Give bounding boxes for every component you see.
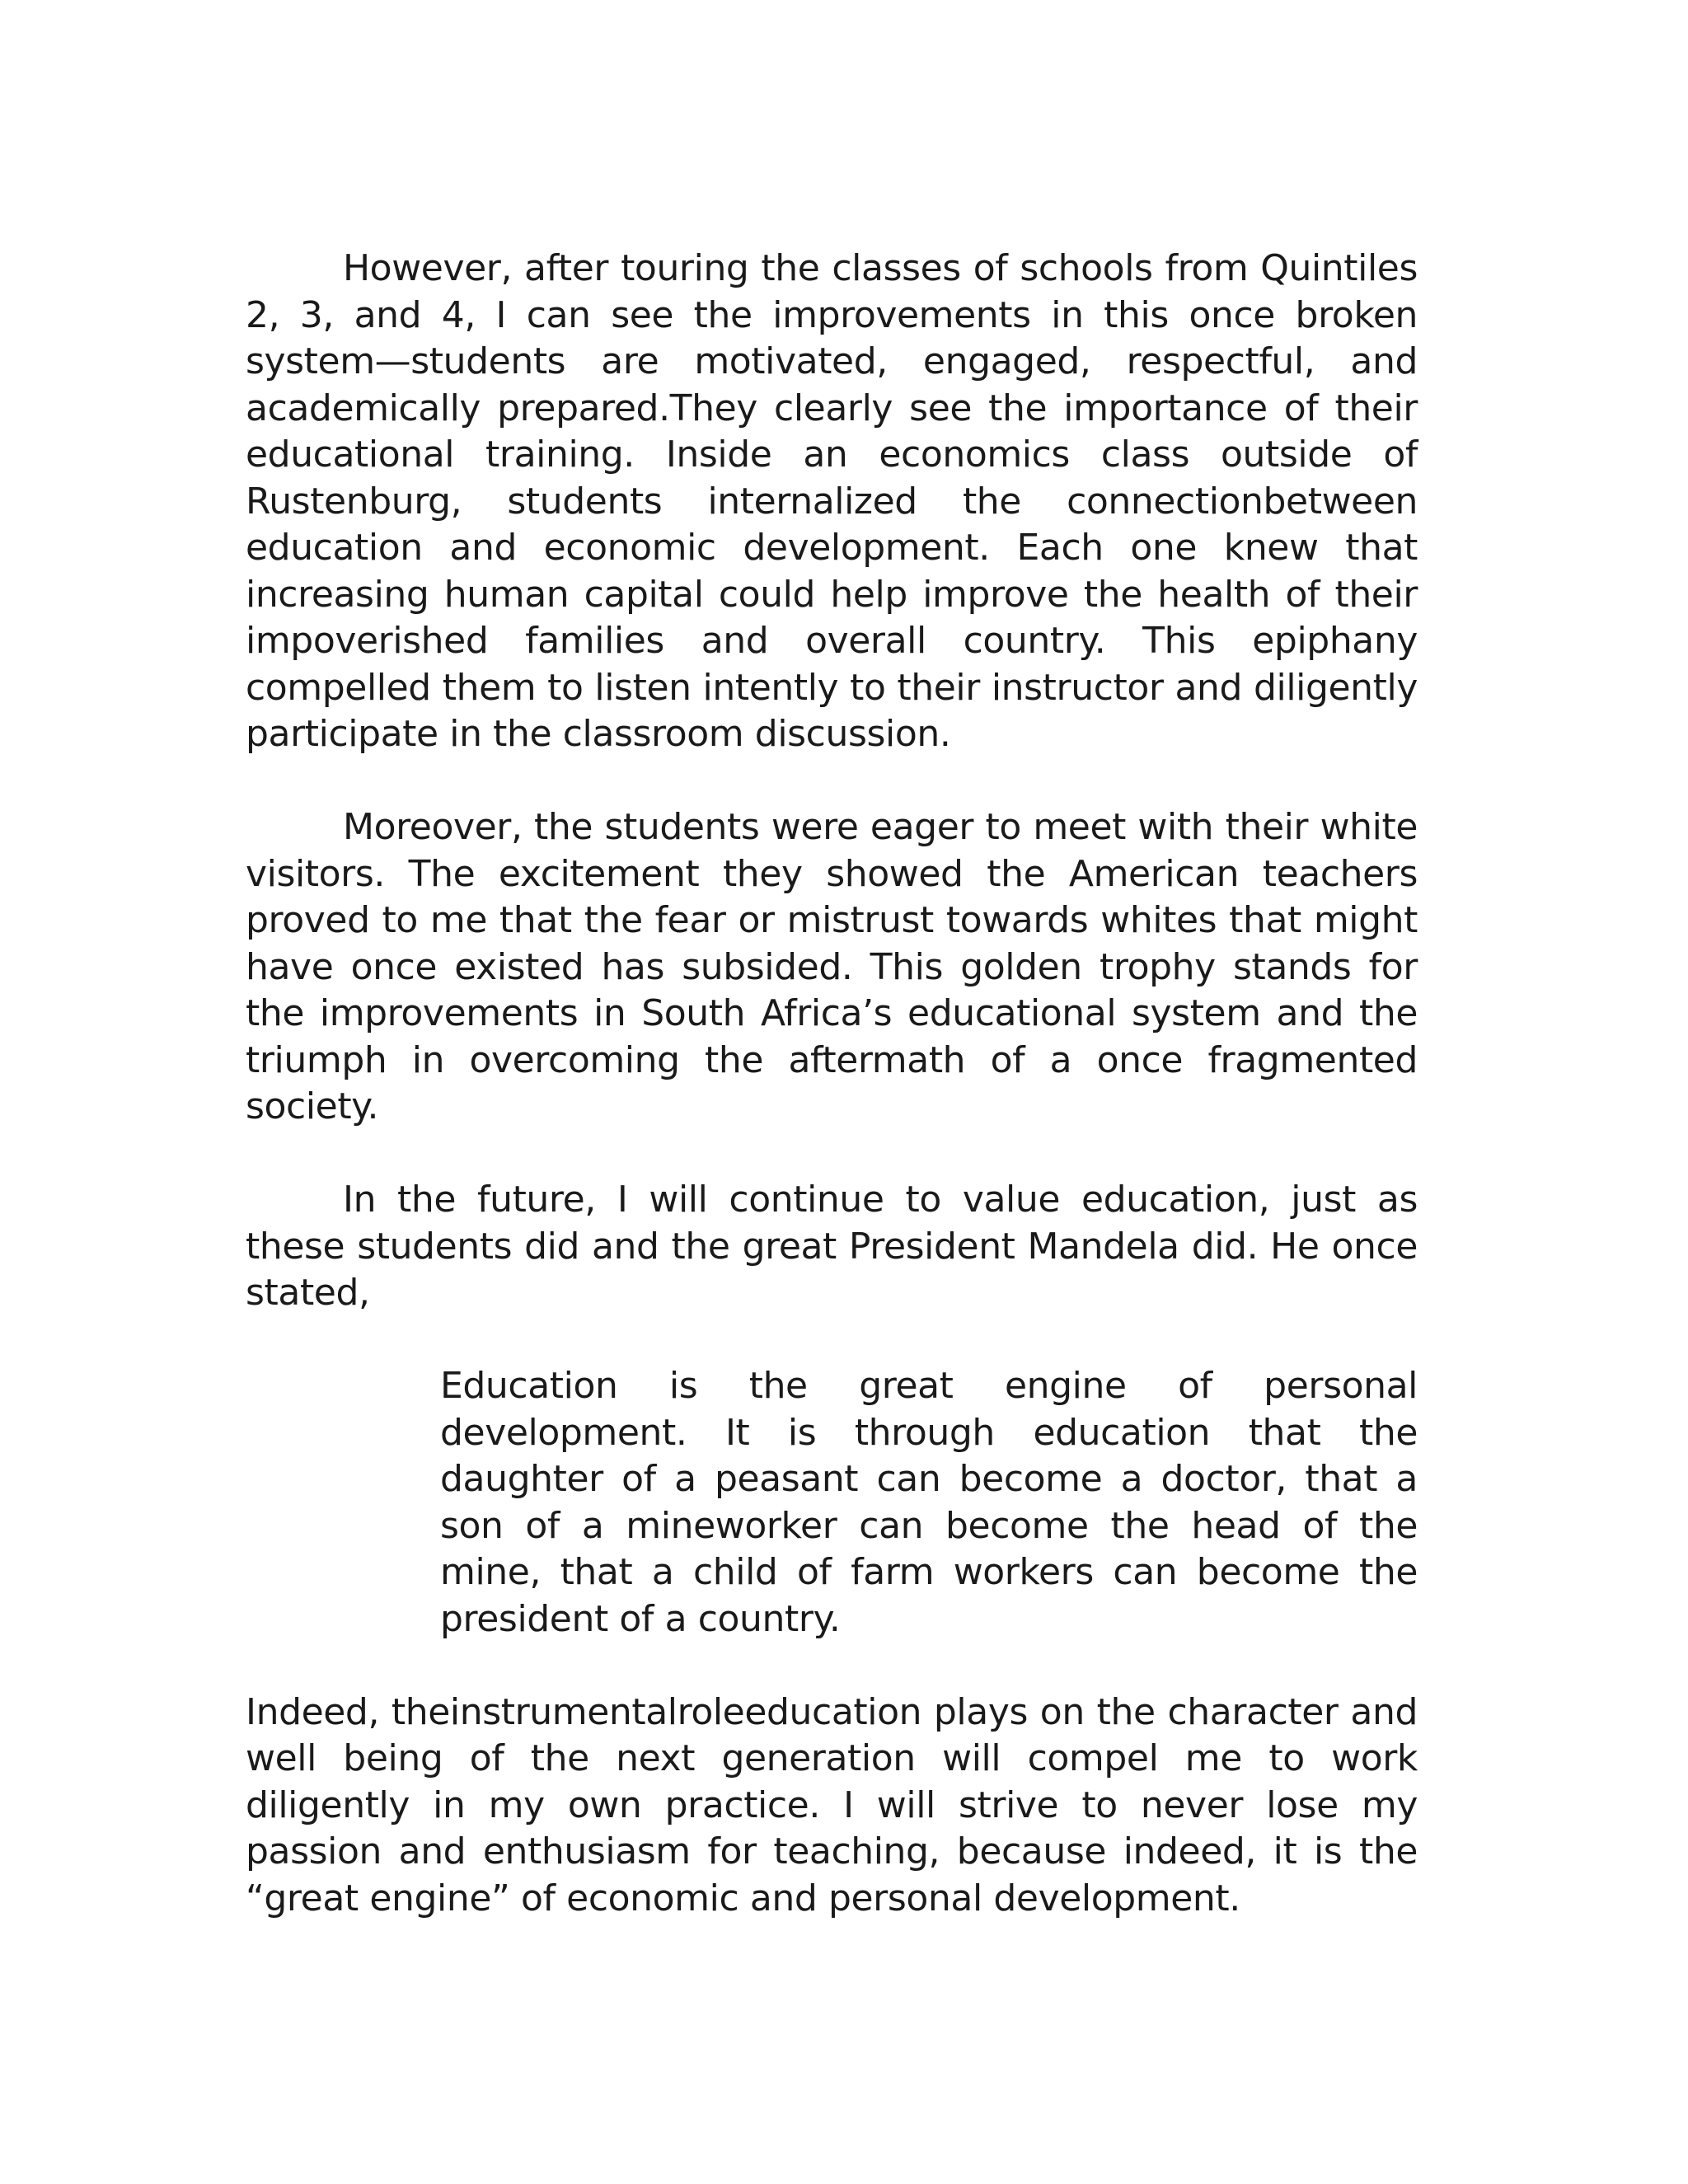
paragraph-conclusion: Indeed, theinstrumentalroleeducation plays on the character and well being of the next generation will compel me to work diligently in my own practice. I will strive to never lose my passion and enthusiasm for teaching, because indeed, it is the “great engine” of economic and personal development.: [246, 1690, 1418, 1919]
paragraph-visitors: Moreover, the students were eager to meet with their white visitors. The excitement they showed the American teachers proved to me that the fear or mistrust towards whites that might have once existed has subsided. This golden trophy stands for the improvements in South Africa’s educational system and the triumph in overcoming the aftermath of a once fragmented society.: [246, 806, 1418, 1127]
document-body: [246, 246, 1418, 1922]
mandela-block-quote: Education is the great engine of personal development. It is through education that the daughter of a peasant can become a doctor, that a son of a mineworker can become the head of the mine, that a child of farm workers can become the president of a country.: [440, 1365, 1418, 1640]
paragraph-quintiles: However, after touring the classes of schools from Quintiles 2, 3, and 4, I can see the improvements in this once broken system—students are motivated, engaged, respectful, and academically prepared.They clearly see the importance of their educational training. Inside an economics class outside of Rustenburg, students internalized the connectionbetween education and economic development. Each one knew that increasing human capital could help improve the health of their impoverished families and overall country. This epiphany compelled them to listen intently to their instructor and diligently participate in the classroom discussion.: [246, 247, 1418, 755]
paragraph-future: In the future, I will continue to value education, just as these students did and the great President Mandela did. He once stated,: [246, 1179, 1418, 1314]
